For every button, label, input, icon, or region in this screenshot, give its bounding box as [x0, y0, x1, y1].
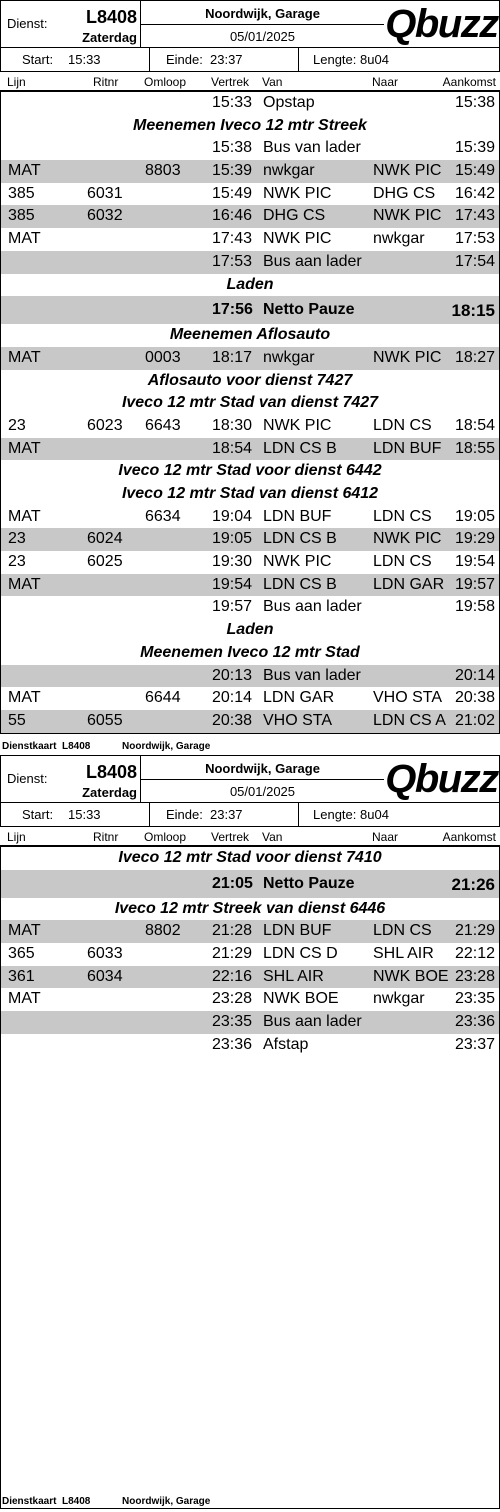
- cell-naar: LDN CS: [373, 553, 432, 571]
- divider: [298, 48, 299, 71]
- cell-vertrek: 15:49: [212, 184, 253, 202]
- cell-aankomst: 16:42: [454, 184, 495, 202]
- cell-vertrek: 15:38: [212, 139, 253, 157]
- depot-name: Noordwijk, Garage: [205, 761, 320, 776]
- section-title: Iveco 12 mtr Stad voor dienst 7410: [118, 849, 382, 866]
- cell-van: LDN CS B: [263, 530, 337, 548]
- cell-ritnr: 6025: [87, 553, 123, 571]
- section-title: Iveco 12 mtr Stad van dienst 6412: [121, 485, 379, 502]
- cell-vertrek: 19:04: [212, 507, 253, 525]
- cell-aankomst: 19:29: [454, 530, 495, 548]
- trip-table: [0, 92, 500, 734]
- cell-van: Bus aan lader: [263, 1013, 362, 1031]
- cell-ritnr: 6033: [87, 945, 123, 963]
- trip-row: [1, 1034, 499, 1057]
- cell-aankomst: 15:39: [454, 139, 495, 157]
- section-title: Laden: [226, 275, 274, 293]
- cell-naar: NWK PIC: [373, 530, 442, 548]
- cell-aankomst: 23:37: [454, 1035, 495, 1053]
- cell-lijn: 23: [8, 530, 26, 548]
- trip-row: [1, 687, 499, 710]
- col-ritnr: Ritnr: [93, 830, 119, 844]
- cell-van: Bus aan lader: [263, 598, 362, 616]
- cell-lijn: MAT: [8, 990, 41, 1008]
- section-header-row: [1, 642, 499, 665]
- section-title: Meenemen Iveco 12 mtr Streek: [133, 116, 367, 134]
- section-title: Meenemen Iveco 12 mtr Stad: [140, 643, 360, 661]
- cell-lijn: MAT: [8, 162, 41, 180]
- trip-row: [1, 438, 499, 461]
- cell-van: LDN CS B: [263, 439, 337, 457]
- section-header-row: [1, 392, 499, 415]
- cell-aankomst: 17:54: [454, 252, 495, 270]
- trip-row: [1, 137, 499, 160]
- dienst-label: Dienst:: [7, 771, 48, 786]
- cell-lijn: 23: [8, 416, 26, 434]
- column-header-row: [0, 72, 500, 92]
- cell-aankomst: 22:12: [454, 945, 495, 963]
- dienst-day: Zaterdag: [82, 30, 137, 45]
- pause-row: [1, 870, 499, 898]
- cell-omloop: 8803: [145, 162, 181, 180]
- section-header-row: [1, 460, 499, 483]
- col-van: Van: [262, 75, 283, 89]
- cell-naar: LDN CS: [373, 507, 432, 525]
- col-lijn: Lijn: [7, 830, 26, 844]
- cell-aankomst: 18:55: [454, 439, 495, 457]
- section-header-row: [1, 370, 499, 393]
- cell-vertrek: 23:36: [212, 1035, 253, 1053]
- col-omloop: Omloop: [144, 830, 187, 844]
- cell-lijn: 385: [8, 207, 35, 225]
- cell-van: VHO STA: [263, 711, 333, 729]
- trip-row: [1, 966, 499, 989]
- cell-lijn: MAT: [8, 230, 41, 248]
- section-title: Iveco 12 mtr Stad van dienst 7427: [121, 394, 379, 412]
- cell-van: Afstap: [263, 1035, 309, 1053]
- divider: [149, 803, 150, 826]
- cell-vertrek: 19:30: [212, 553, 253, 571]
- cell-vertrek: 20:13: [212, 666, 253, 684]
- cell-vertrek: 21:29: [212, 945, 253, 963]
- cell-vertrek: 18:17: [212, 348, 253, 366]
- start-time: 15:33: [68, 807, 101, 822]
- cell-aankomst: 23:28: [454, 967, 495, 985]
- cell-aankomst: 17:43: [454, 207, 495, 225]
- cell-aankomst: 17:53: [454, 230, 495, 248]
- trip-row: [1, 506, 499, 529]
- duty-date: 05/01/2025: [229, 29, 296, 44]
- dienst-day: Zaterdag: [82, 785, 137, 800]
- cell-van: Bus van lader: [263, 139, 361, 157]
- cell-van: NWK PIC: [263, 230, 332, 248]
- pause-end: 18:15: [451, 301, 495, 321]
- trip-row: [1, 415, 499, 438]
- cell-aankomst: 20:14: [454, 666, 495, 684]
- section-title: Meenemen Aflosauto: [169, 326, 331, 344]
- cell-vertrek: 16:46: [212, 207, 253, 225]
- duty-date: 05/01/2025: [229, 784, 296, 799]
- qbuzz-logo: Qbuzz: [385, 2, 498, 46]
- divider: [298, 803, 299, 826]
- trip-row: [1, 347, 499, 370]
- column-header-row: [0, 827, 500, 847]
- cell-ritnr: 6034: [87, 967, 123, 985]
- cell-van: LDN GAR: [263, 689, 335, 707]
- length-label: Lengte:: [313, 807, 357, 822]
- divider: [141, 779, 384, 780]
- cell-lijn: MAT: [8, 575, 41, 593]
- cell-lijn: MAT: [8, 922, 41, 940]
- logo-box: [384, 0, 500, 48]
- section-header-row: [1, 483, 499, 506]
- cell-aankomst: 18:54: [454, 416, 495, 434]
- cell-naar: NWK PIC: [373, 348, 442, 366]
- col-vertrek: Vertrek: [211, 830, 250, 844]
- cell-aankomst: 23:36: [454, 1013, 495, 1031]
- cell-van: SHL AIR: [263, 967, 324, 985]
- cell-van: LDN CS B: [263, 575, 337, 593]
- end-time: 23:37: [210, 52, 243, 67]
- cell-vertrek: 15:39: [212, 162, 253, 180]
- cell-ritnr: 6031: [87, 184, 123, 202]
- cell-naar: nwkgar: [373, 990, 425, 1008]
- cell-lijn: MAT: [8, 689, 41, 707]
- trip-row: [1, 943, 499, 966]
- trip-row: [1, 183, 499, 206]
- cell-omloop: 6644: [145, 689, 181, 707]
- duty-card-header: [0, 0, 500, 72]
- cell-naar: LDN CS: [373, 922, 432, 940]
- cell-van: nwkgar: [263, 162, 315, 180]
- col-aankomst: Aankomst: [442, 75, 496, 89]
- dienst-box: [0, 755, 141, 803]
- cell-lijn: 55: [8, 711, 26, 729]
- cell-van: LDN BUF: [263, 507, 332, 525]
- start-label: Start:: [22, 52, 54, 67]
- trip-row: [1, 920, 499, 943]
- length-label: Lengte:: [313, 52, 357, 67]
- footer-label: Dienstkaart: [2, 1496, 57, 1507]
- duty-card-page-1: [0, 0, 500, 734]
- cell-naar: LDN CS A: [373, 711, 446, 729]
- section-header-row: [1, 847, 499, 870]
- depot-name: Noordwijk, Garage: [205, 6, 320, 21]
- footer-label: Dienstkaart: [2, 741, 57, 752]
- cell-lijn: 361: [8, 967, 35, 985]
- cell-omloop: 6643: [145, 416, 181, 434]
- section-title: Iveco 12 mtr Stad voor dienst 6442: [118, 462, 382, 480]
- cell-aankomst: 19:58: [454, 598, 495, 616]
- cell-naar: LDN BUF: [373, 439, 442, 457]
- trip-row: [1, 205, 499, 228]
- trip-table: [0, 847, 500, 1509]
- cell-van: NWK PIC: [263, 184, 332, 202]
- cell-vertrek: 19:54: [212, 575, 253, 593]
- qbuzz-logo: Qbuzz: [385, 757, 498, 801]
- cell-van: LDN BUF: [263, 922, 332, 940]
- pause-row: [1, 296, 499, 324]
- section-header-row: [1, 274, 499, 297]
- cell-naar: nwkgar: [373, 230, 425, 248]
- cell-van: Opstap: [263, 94, 315, 111]
- depot-box: [140, 0, 385, 48]
- cell-van: nwkgar: [263, 348, 315, 366]
- cell-van: NWK PIC: [263, 416, 332, 434]
- cell-aankomst: 23:35: [454, 990, 495, 1008]
- duty-card-page-2: [0, 755, 500, 1509]
- cell-lijn: 385: [8, 184, 35, 202]
- section-header-row: [1, 324, 499, 347]
- cell-van: NWK PIC: [263, 553, 332, 571]
- cell-naar: LDN CS: [373, 416, 432, 434]
- pause-label: Netto Pauze: [263, 874, 355, 892]
- end-label: Einde:: [166, 52, 203, 67]
- times-bar: [0, 802, 500, 827]
- depot-box: [140, 755, 385, 803]
- cell-omloop: 0003: [145, 348, 181, 366]
- cell-aankomst: 19:05: [454, 507, 495, 525]
- dienst-box: [0, 0, 141, 48]
- dienst-label: Dienst:: [7, 16, 48, 31]
- cell-naar: LDN GAR: [373, 575, 445, 593]
- col-naar: Naar: [372, 75, 399, 89]
- trip-row: [1, 1011, 499, 1034]
- cell-lijn: MAT: [8, 439, 41, 457]
- footer-depot: Noordwijk, Garage: [122, 1496, 211, 1507]
- cell-aankomst: 19:54: [454, 553, 495, 571]
- section-title: Aflosauto voor dienst 7427: [147, 371, 353, 389]
- cell-aankomst: 15:49: [454, 162, 495, 180]
- cell-vertrek: 18:30: [212, 416, 253, 434]
- cell-ritnr: 6055: [87, 711, 123, 729]
- divider: [149, 48, 150, 71]
- footer-dienst: L8408: [62, 741, 91, 752]
- cell-ritnr: 6032: [87, 207, 123, 225]
- col-van: Van: [262, 830, 283, 844]
- cell-ritnr: 6024: [87, 530, 123, 548]
- pause-start: 21:05: [212, 874, 253, 892]
- trip-row: [1, 665, 499, 688]
- trip-row: [1, 710, 499, 733]
- footer-dienst: L8408: [62, 1496, 91, 1507]
- cell-lijn: 23: [8, 553, 26, 571]
- cell-van: NWK BOE: [263, 990, 339, 1008]
- cell-naar: NWK PIC: [373, 162, 442, 180]
- cell-vertrek: 20:14: [212, 689, 253, 707]
- pause-label: Netto Pauze: [263, 301, 355, 319]
- cell-vertrek: 15:33: [212, 94, 253, 111]
- trip-row: [1, 596, 499, 619]
- start-time: 15:33: [68, 52, 101, 67]
- cell-naar: SHL AIR: [373, 945, 434, 963]
- length-value: 8u04: [360, 52, 389, 67]
- cell-aankomst: 18:27: [454, 348, 495, 366]
- divider: [141, 24, 384, 25]
- end-label: Einde:: [166, 807, 203, 822]
- cell-vertrek: 17:53: [212, 252, 253, 270]
- footer-depot: Noordwijk, Garage: [122, 741, 211, 752]
- dienst-number: L8408: [85, 7, 137, 27]
- cell-naar: NWK BOE: [373, 967, 449, 985]
- trip-row: [1, 551, 499, 574]
- cell-vertrek: 23:35: [212, 1013, 253, 1031]
- cell-vertrek: 18:54: [212, 439, 253, 457]
- cell-vertrek: 23:28: [212, 990, 253, 1008]
- section-title: Iveco 12 mtr Streek van dienst 6446: [114, 899, 386, 917]
- cell-vertrek: 22:16: [212, 967, 253, 985]
- col-naar: Naar: [372, 830, 399, 844]
- cell-ritnr: 6023: [87, 416, 123, 434]
- cell-aankomst: 21:02: [454, 711, 495, 729]
- length-value: 8u04: [360, 807, 389, 822]
- section-header-row: [1, 898, 499, 921]
- col-vertrek: Vertrek: [211, 75, 250, 89]
- cell-van: Bus van lader: [263, 666, 361, 684]
- col-aankomst: Aankomst: [442, 830, 496, 844]
- cell-naar: DHG CS: [373, 184, 436, 202]
- cell-van: LDN CS D: [263, 945, 338, 963]
- dienst-number: L8408: [85, 762, 137, 782]
- cell-vertrek: 19:05: [212, 530, 253, 548]
- cell-lijn: MAT: [8, 348, 41, 366]
- col-lijn: Lijn: [7, 75, 26, 89]
- end-time: 23:37: [210, 807, 243, 822]
- pause-end: 21:26: [451, 874, 495, 894]
- col-ritnr: Ritnr: [93, 75, 119, 89]
- cell-lijn: 365: [8, 945, 35, 963]
- cell-aankomst: 15:38: [454, 94, 495, 111]
- cell-naar: VHO STA: [373, 689, 443, 707]
- cell-van: Bus aan lader: [263, 252, 362, 270]
- cell-vertrek: 21:28: [212, 922, 253, 940]
- trip-row: [1, 528, 499, 551]
- section-title: Laden: [226, 621, 274, 639]
- trip-row: [1, 574, 499, 597]
- cell-vertrek: 20:38: [212, 711, 253, 729]
- trip-row: [1, 988, 499, 1011]
- cell-aankomst: 20:38: [454, 689, 495, 707]
- trip-row: [1, 228, 499, 251]
- cell-omloop: 8802: [145, 922, 181, 940]
- cell-naar: NWK PIC: [373, 207, 442, 225]
- cell-omloop: 6634: [145, 507, 181, 525]
- times-bar: [0, 47, 500, 72]
- cell-vertrek: 17:43: [212, 230, 253, 248]
- trip-row: [1, 92, 499, 115]
- cell-aankomst: 21:29: [454, 922, 495, 940]
- col-omloop: Omloop: [144, 75, 187, 89]
- pause-start: 17:56: [212, 301, 253, 319]
- trip-row: [1, 160, 499, 183]
- trip-row: [1, 251, 499, 274]
- logo-box: [384, 755, 500, 803]
- cell-vertrek: 19:57: [212, 598, 253, 616]
- start-label: Start:: [22, 807, 54, 822]
- section-header-row: [1, 619, 499, 642]
- cell-van: DHG CS: [263, 207, 326, 225]
- duty-card-header: [0, 755, 500, 827]
- cell-lijn: MAT: [8, 507, 41, 525]
- section-header-row: [1, 115, 499, 138]
- cell-aankomst: 19:57: [454, 575, 495, 593]
